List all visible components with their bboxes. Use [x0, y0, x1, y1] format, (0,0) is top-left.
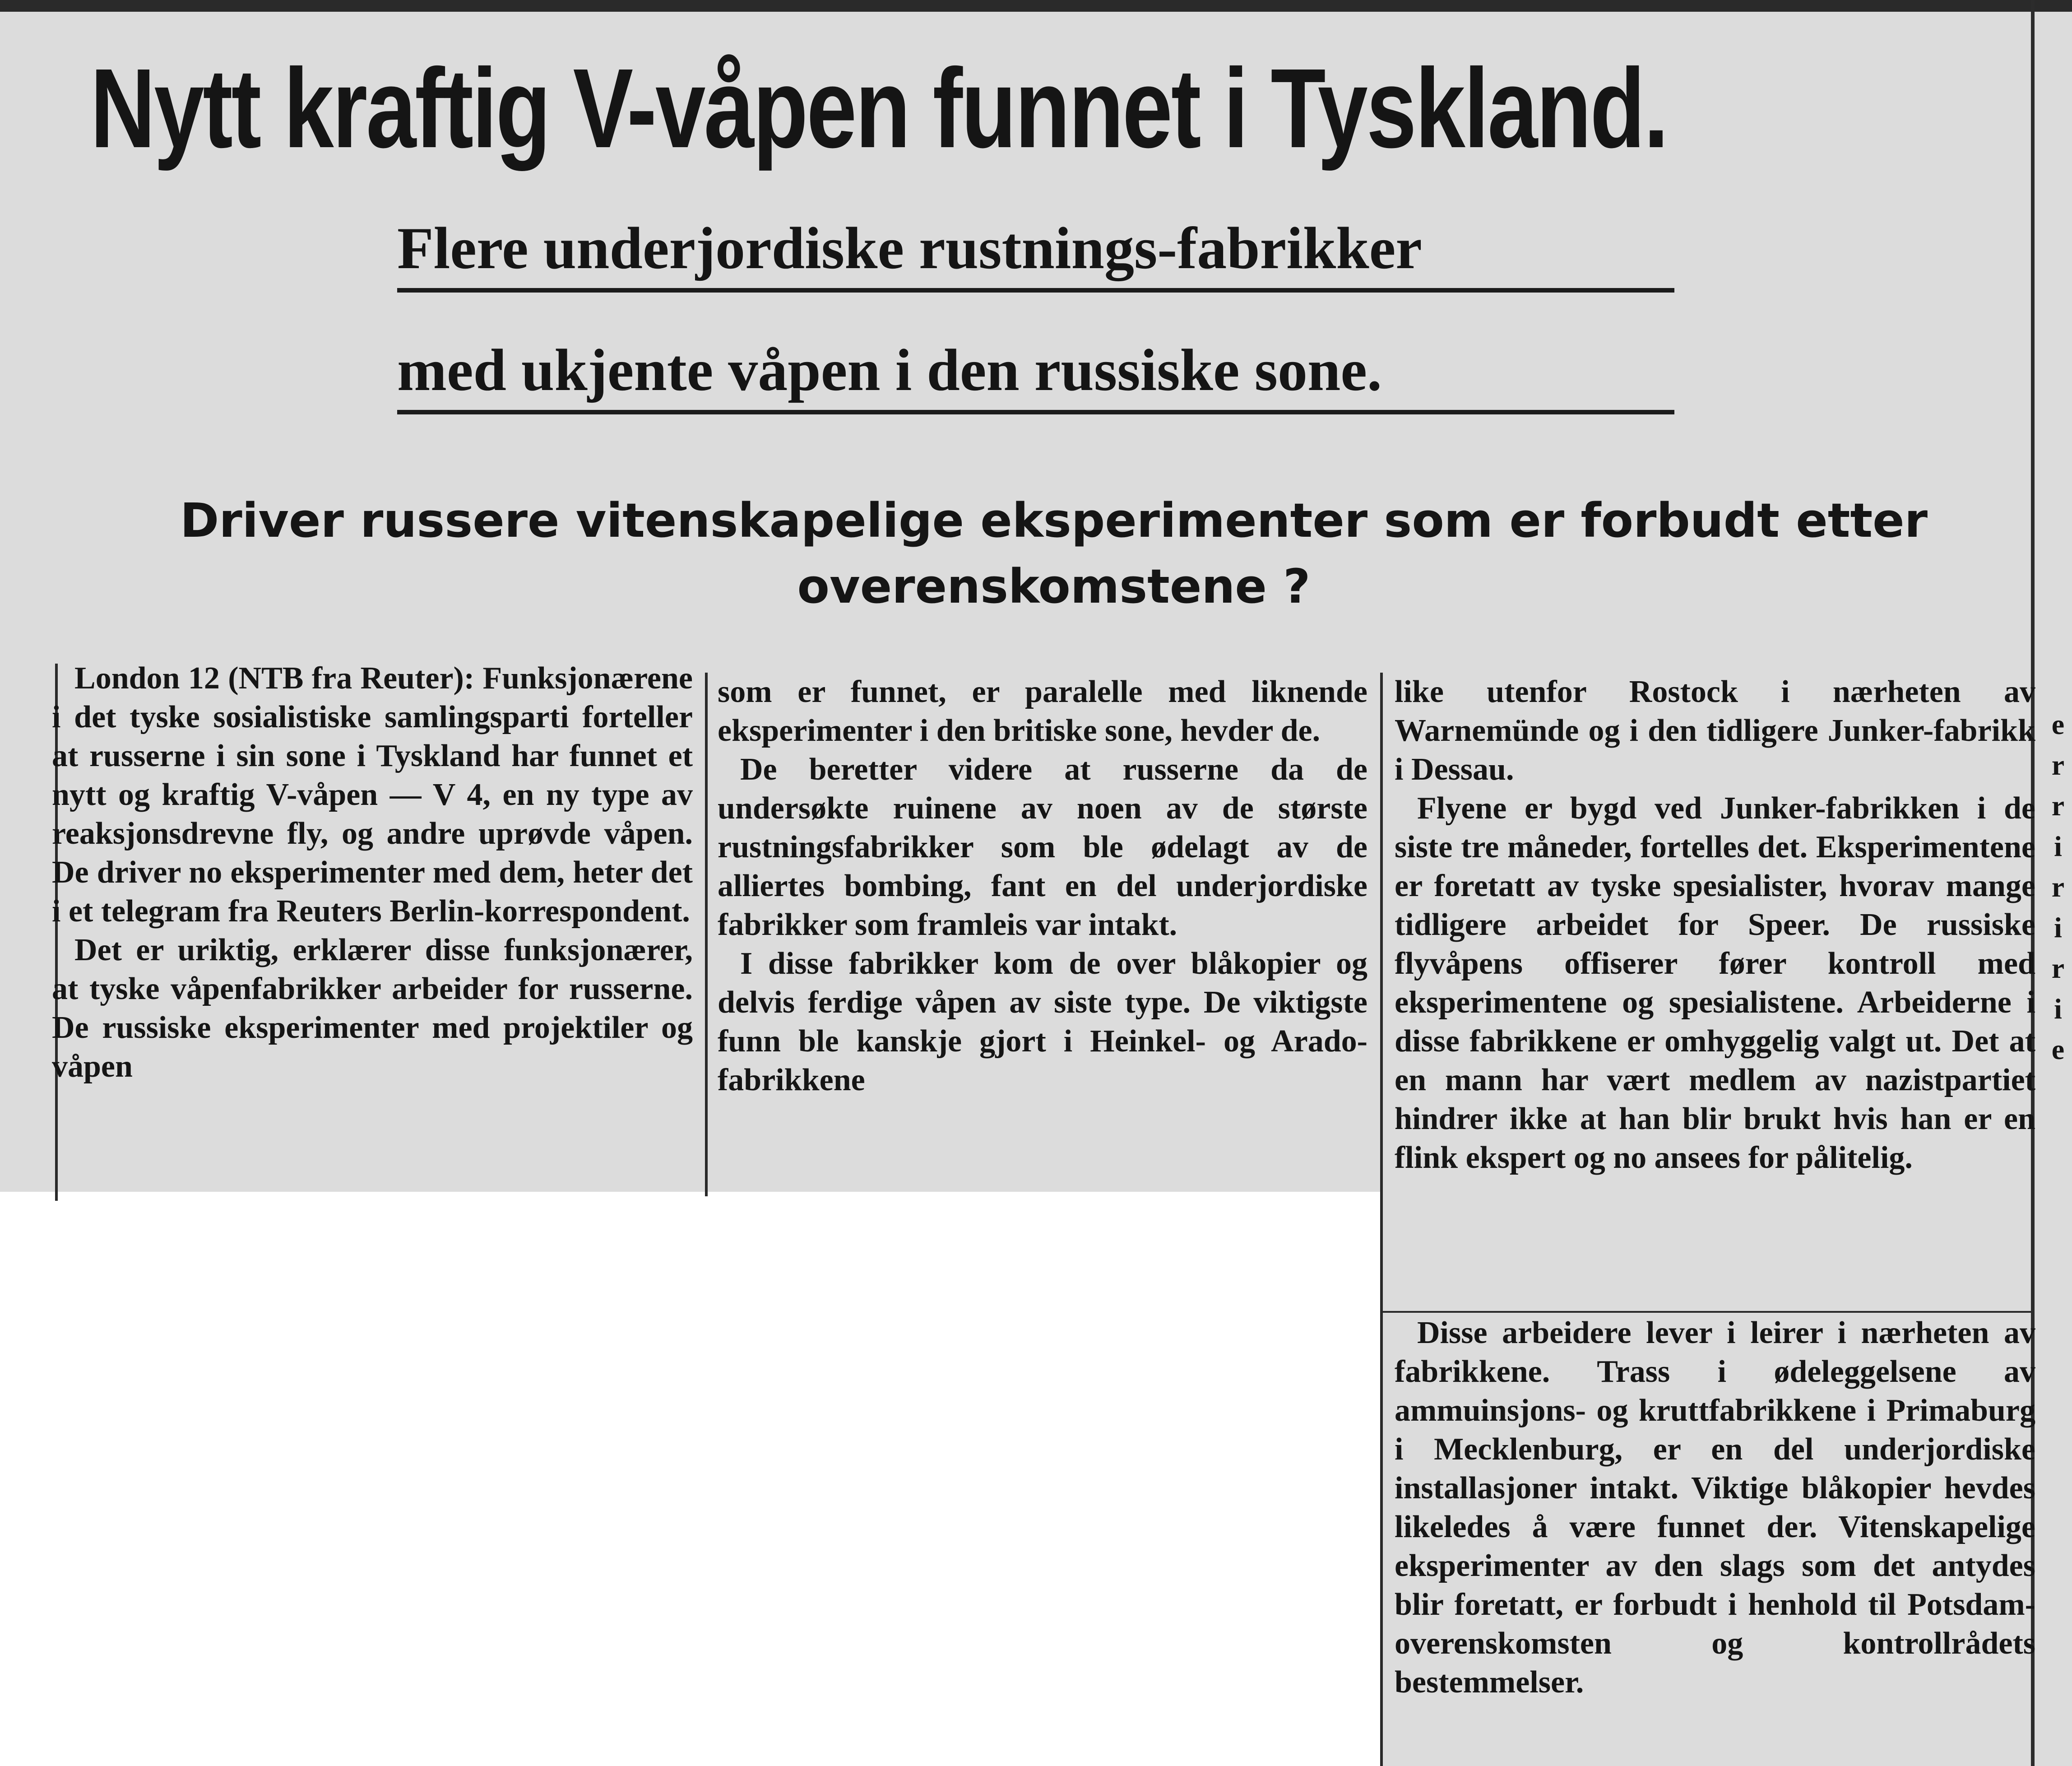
article-column-3 [1395, 673, 2035, 1761]
article-column-2 [718, 673, 1367, 1192]
column-rule [705, 673, 708, 1196]
column-rule [1380, 673, 1383, 1766]
fragment-letter: e [2051, 708, 2065, 740]
paragraph: London 12 (NTB fra Reuter): Funksjonærene i det tyske sosialistiske samlingsparti forteller at russerne i sin sone i Tyskland har funnet et nytt og kraftig V-våpen — V 4, en ny type av reaksjonsdrevne fly, og andre uprøvde våpen. De driver no eksperimenter med dem, heter det i et telegram fra Reuters Berlin-korrespondent. [52, 661, 693, 929]
article-column-1 [52, 659, 693, 1192]
fragment-letter: i [2054, 993, 2062, 1025]
fragment-letter: r [2051, 871, 2065, 903]
headline: Nytt kraftig V-våpen funnet i Tyskland. [90, 45, 1668, 171]
paragraph: Flyene er bygd ved Junker-fabrikken i de siste tre måneder, fortelles det. Eksperimentene er foretatt av tyske spesialister, hvorav mange tidligere arbeidet for Speer. De russiske flyvåpens offiserer fører kontroll med eksperimentene og spesialistene. Arbeiderne i disse fabrikkene er omhyggelig valgt ut. Det at en mann har vært medlem av nazistpartiet hindrer ikke at han blir brukt hvis han er en flink ekspert og no ansees for pålitelig. [1395, 791, 2035, 1175]
fragment-letter: i [2054, 830, 2062, 862]
paragraph: I disse fabrikker kom de over blåkopier og delvis ferdige våpen av siste type. De viktigste funn ble kanskje gjort i Heinkel- og Arado-fabrikkene [718, 946, 1367, 1097]
fragment-letter: e [2051, 1033, 2065, 1065]
paragraph: som er funnet, er paralelle med liknende eksperimenter i den britiske sone, hevder de. [718, 674, 1367, 748]
top-rule [0, 0, 2072, 12]
fragment-letter: r [2051, 790, 2065, 822]
fragment-letter: r [2051, 749, 2065, 781]
paragraph: De beretter videre at russerne da de undersøkte ruinene av noen av de største rustningsfabrikker som ble ødelagt av de alliertes bombing, fant en del underjordiske fabrikker som framleis var intakt. [718, 752, 1367, 942]
subheadline-line-2: med ukjente våpen i den russiske sone. [397, 334, 1674, 414]
paragraph: Det er uriktig, erklærer disse funksjonærer, at tyske våpenfabrikker arbeider for russerne. De russiske eksperimenter med projektiler og våpen [52, 933, 693, 1084]
fragment-letter: r [2051, 952, 2065, 984]
paragraph: Disse arbeidere lever i leirer i nærheten av fabrikkene. Trass i ødeleggelsene av ammuinsjons- og kruttfabrikkene i Primaburg i Mecklenburg, er en del underjordiske installasjoner intakt. Viktige blåkopier hevdes likeledes å være funnet der. Vitenskapelige eksperimenter av den slags som det antydes blir foretatt, er forbudt i henhold til Potsdam-overenskomsten og kontrollrådets bestemmelser. [1395, 1315, 2035, 1700]
subheadline-line-1: Flere underjordiske rustnings-fabrikker [397, 212, 1674, 293]
adjacent-article-fragment [2044, 704, 2072, 1070]
paragraph: like utenfor Rostock i nærheten av Warnemünde og i den tidligere Junker-fabrikk i Dessau. [1395, 674, 2035, 787]
kicker-headline: Driver russere vitenskapelige eksperimenter som er forbudt etter overenskomstene ? [180, 493, 1928, 614]
fragment-letter: i [2054, 911, 2062, 943]
